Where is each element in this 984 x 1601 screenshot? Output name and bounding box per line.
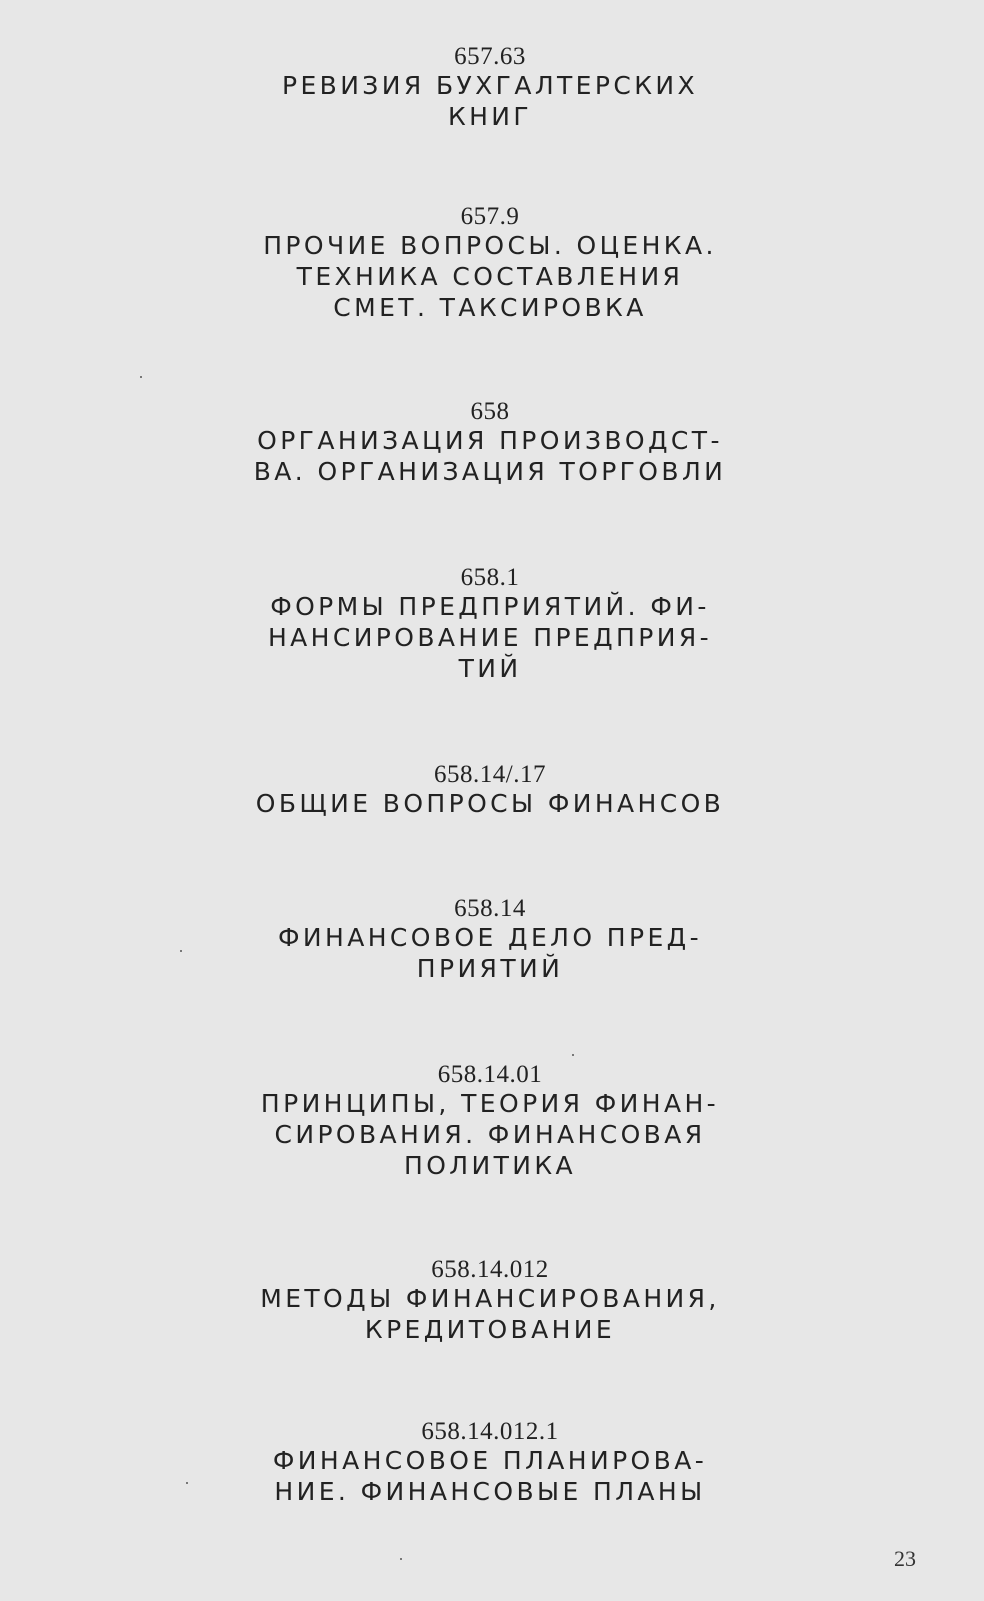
entry-title-line: ФИНАНСОВОЕ ДЕЛО ПРЕД- <box>278 923 702 952</box>
entry-title-line: НАНСИРОВАНИЕ ПРЕДПРИЯ- <box>267 623 713 652</box>
entry-code: 658 <box>470 398 510 425</box>
entry-658-14-012 <box>150 1257 830 1345</box>
print-speck <box>140 376 142 378</box>
entry-code: 657.63 <box>454 43 526 70</box>
entry-title-line: ОБЩИЕ ВОПРОСЫ ФИНАНСОВ <box>255 789 725 818</box>
entry-title-line: ПРИНЦИПЫ, ТЕОРИЯ ФИНАН- <box>260 1089 720 1118</box>
page-number: 23 <box>894 1546 916 1571</box>
entry-code: 657.9 <box>460 203 520 230</box>
entry-code: 658.14/.17 <box>434 761 546 788</box>
entry-title-line: ПРИЯТИЙ <box>416 954 564 983</box>
entry-title-line: СМЕТ. ТАКСИРОВКА <box>333 293 647 322</box>
entry-title-line: СИРОВАНИЯ. ФИНАНСОВАЯ <box>274 1120 706 1149</box>
entry-658-14-012-1 <box>150 1419 830 1507</box>
entry-title-line: ФИНАНСОВОЕ ПЛАНИРОВА- <box>272 1446 708 1475</box>
entry-title-line: ТЕХНИКА СОСТАВЛЕНИЯ <box>296 262 684 291</box>
entry-code: 658.1 <box>460 564 520 591</box>
entry-658-14-17 <box>150 762 830 819</box>
entry-title-line: НИЕ. ФИНАНСОВЫЕ ПЛАНЫ <box>274 1477 706 1506</box>
entry-title-line: ОРГАНИЗАЦИЯ ПРОИЗВОДСТ- <box>257 426 723 455</box>
entry-title-line: ПРОЧИЕ ВОПРОСЫ. ОЦЕНКА. <box>263 231 717 260</box>
entry-code: 658.14 <box>454 895 526 922</box>
entry-658-1 <box>150 565 830 684</box>
entry-657-63 <box>150 44 830 132</box>
entry-658-14 <box>150 896 830 984</box>
print-speck <box>400 1558 402 1560</box>
entry-title-line: ВА. ОРГАНИЗАЦИЯ ТОРГОВЛИ <box>253 457 727 486</box>
entry-title-line: КНИГ <box>447 102 533 131</box>
entry-title-line: ФОРМЫ ПРЕДПРИЯТИЙ. ФИ- <box>270 592 710 621</box>
print-speck <box>572 1054 574 1056</box>
entry-657-9 <box>150 204 830 323</box>
entry-title-line: МЕТОДЫ ФИНАНСИРОВАНИЯ, <box>260 1284 720 1313</box>
entry-658-14-01 <box>150 1062 830 1181</box>
entry-title-line: РЕВИЗИЯ БУХГАЛТЕРСКИХ <box>281 71 698 100</box>
entry-code: 658.14.01 <box>437 1061 543 1088</box>
entry-title-line: КРЕДИТОВАНИЕ <box>364 1315 616 1344</box>
entry-code: 658.14.012.1 <box>421 1418 559 1445</box>
entry-code: 658.14.012 <box>431 1256 549 1283</box>
print-speck <box>180 950 182 952</box>
entry-658 <box>150 399 830 487</box>
print-speck <box>186 1482 188 1484</box>
entry-title-line: ПОЛИТИКА <box>404 1151 576 1180</box>
entry-title-line: ТИЙ <box>458 654 522 683</box>
